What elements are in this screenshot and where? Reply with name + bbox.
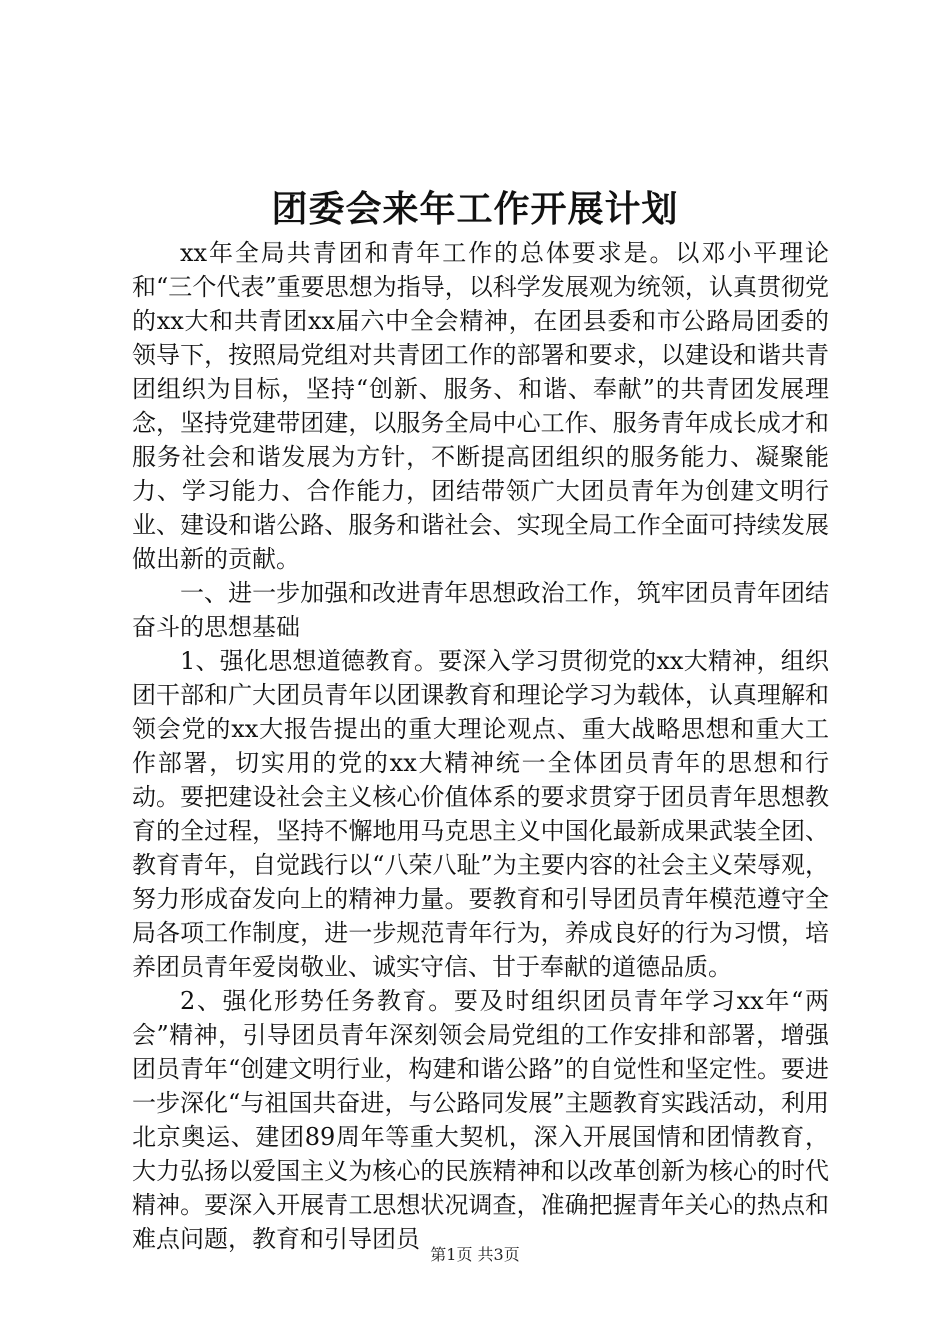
page-footer: 第1页 共3页	[430, 1245, 520, 1264]
document-body	[132, 236, 829, 1256]
paragraph-moral-education: 1、强化思想道德教育。要深入学习贯彻党的xx大精神，组织团干部和广大团员青年以团课教育和理论学习为载体，认真理解和领会党的xx大报告提出的重大理论观点、重大战略思想和重大工作部署，切实用的党的xx大精神统一全体团员青年的思想和行动。要把建设社会主义核心价值体系的要求贯穿于团员青年思想教育的全过程，坚持不懈地用马克思主义中国化最新成果武装全团、教育青年，自觉践行以“八荣八耻”为主要内容的社会主义荣辱观，努力形成奋发向上的精神力量。要教育和引导团员青年模范遵守全局各项工作制度，进一步规范青年行为，养成良好的行为习惯，培养团员青年爱岗敬业、诚实守信、甘于奉献的道德品质。	[132, 647, 829, 981]
document-title: 团委会来年工作开展计划	[271, 189, 679, 230]
paragraph-situation-education: 2、强化形势任务教育。要及时组织团员青年学习xx年“两会”精神，引导团员青年深刻领会局党组的工作安排和部署，增强团员青年“创建文明行业，构建和谐公路”的自觉性和坚定性。要进一步深化“与祖国共奋进，与公路同发展”主题教育实践活动，利用北京奥运、建团89周年等重大契机，深入开展国情和团情教育，大力弘扬以爱国主义为核心的民族精神和以改革创新为核心的时代精神。要深入开展青工思想状况调查，准确把握青年关心的热点和难点问题，教育和引导团员	[132, 987, 829, 1253]
paragraph-general-requirements: xx年全局共青团和青年工作的总体要求是。以邓小平理论和“三个代表”重要思想为指导，以科学发展观为统领，认真贯彻党的xx大和共青团xx届六中全会精神，在团县委和市公路局团委的领导下，按照局党组对共青团工作的部署和要求，以建设和谐共青团组织为目标，坚持“创新、服务、和谐、奉献”的共青团发展理念，坚持党建带团建，以服务全局中心工作、服务青年成长成才和服务社会和谐发展为方针，不断提高团组织的服务能力、凝聚能力、学习能力、合作能力，团结带领广大团员青年为创建文明行业、建设和谐公路、服务和谐社会、实现全局工作全面可持续发展做出新的贡献。	[132, 239, 829, 573]
section-heading-one: 一、进一步加强和改进青年思想政治工作，筑牢团员青年团结奋斗的思想基础	[132, 579, 829, 641]
